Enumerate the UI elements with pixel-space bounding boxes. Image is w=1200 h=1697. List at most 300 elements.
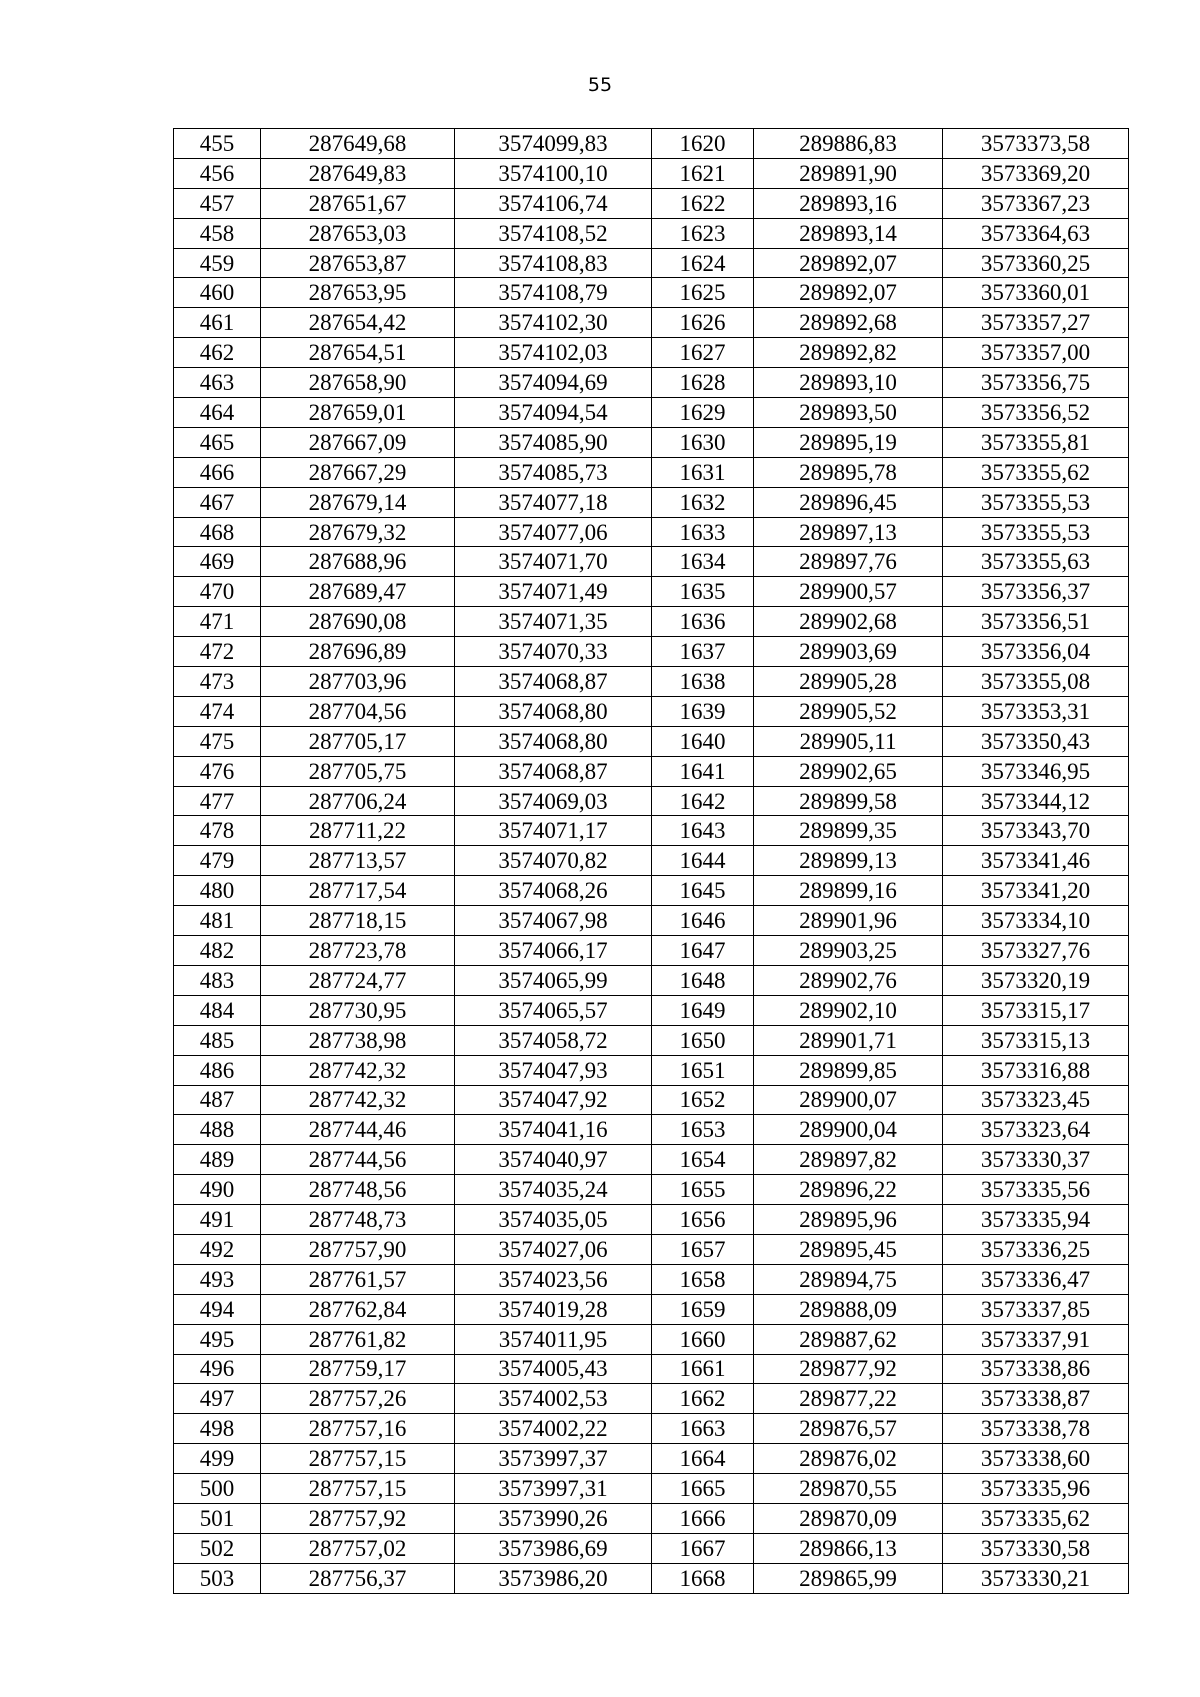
point-number-cell: 1664 xyxy=(652,1444,754,1474)
y-coordinate-cell: 3574071,49 xyxy=(455,577,652,607)
y-coordinate-cell: 3573335,96 xyxy=(943,1474,1129,1504)
y-coordinate-cell: 3573360,01 xyxy=(943,278,1129,308)
table-row xyxy=(174,278,1129,308)
x-coordinate-cell: 287649,83 xyxy=(261,158,455,188)
y-coordinate-cell: 3574019,28 xyxy=(455,1294,652,1324)
point-number-cell: 487 xyxy=(174,1085,261,1115)
y-coordinate-cell: 3573346,95 xyxy=(943,756,1129,786)
point-number-cell: 1630 xyxy=(652,427,754,457)
table-row xyxy=(174,248,1129,278)
y-coordinate-cell: 3573335,62 xyxy=(943,1503,1129,1533)
point-number-cell: 491 xyxy=(174,1205,261,1235)
table-row xyxy=(174,1324,1129,1354)
x-coordinate-cell: 287724,77 xyxy=(261,965,455,995)
y-coordinate-cell: 3573367,23 xyxy=(943,188,1129,218)
y-coordinate-cell: 3573341,46 xyxy=(943,846,1129,876)
x-coordinate-cell: 289899,16 xyxy=(754,876,943,906)
table-row xyxy=(174,1563,1129,1593)
x-coordinate-cell: 287757,90 xyxy=(261,1234,455,1264)
x-coordinate-cell: 289905,11 xyxy=(754,726,943,756)
y-coordinate-cell: 3574027,06 xyxy=(455,1234,652,1264)
y-coordinate-cell: 3573990,26 xyxy=(455,1503,652,1533)
y-coordinate-cell: 3574108,83 xyxy=(455,248,652,278)
x-coordinate-cell: 287723,78 xyxy=(261,936,455,966)
y-coordinate-cell: 3574102,30 xyxy=(455,308,652,338)
table-row xyxy=(174,338,1129,368)
table-row xyxy=(174,129,1129,159)
y-coordinate-cell: 3573997,37 xyxy=(455,1444,652,1474)
x-coordinate-cell: 287761,82 xyxy=(261,1324,455,1354)
point-number-cell: 1668 xyxy=(652,1563,754,1593)
x-coordinate-cell: 287654,51 xyxy=(261,338,455,368)
y-coordinate-cell: 3573335,56 xyxy=(943,1175,1129,1205)
y-coordinate-cell: 3573350,43 xyxy=(943,726,1129,756)
point-number-cell: 1650 xyxy=(652,1025,754,1055)
y-coordinate-cell: 3574085,90 xyxy=(455,427,652,457)
point-number-cell: 1649 xyxy=(652,995,754,1025)
y-coordinate-cell: 3573373,58 xyxy=(943,129,1129,159)
x-coordinate-cell: 289901,96 xyxy=(754,906,943,936)
point-number-cell: 476 xyxy=(174,756,261,786)
x-coordinate-cell: 289865,99 xyxy=(754,1563,943,1593)
point-number-cell: 468 xyxy=(174,517,261,547)
x-coordinate-cell: 289900,04 xyxy=(754,1115,943,1145)
point-number-cell: 1667 xyxy=(652,1533,754,1563)
table-row xyxy=(174,876,1129,906)
y-coordinate-cell: 3574106,74 xyxy=(455,188,652,218)
x-coordinate-cell: 289877,22 xyxy=(754,1384,943,1414)
y-coordinate-cell: 3573315,13 xyxy=(943,1025,1129,1055)
x-coordinate-cell: 287703,96 xyxy=(261,667,455,697)
point-number-cell: 483 xyxy=(174,965,261,995)
point-number-cell: 1655 xyxy=(652,1175,754,1205)
point-number-cell: 496 xyxy=(174,1354,261,1384)
point-number-cell: 503 xyxy=(174,1563,261,1593)
x-coordinate-cell: 289901,71 xyxy=(754,1025,943,1055)
point-number-cell: 1637 xyxy=(652,637,754,667)
point-number-cell: 1651 xyxy=(652,1055,754,1085)
x-coordinate-cell: 287705,17 xyxy=(261,726,455,756)
point-number-cell: 460 xyxy=(174,278,261,308)
y-coordinate-cell: 3573330,58 xyxy=(943,1533,1129,1563)
x-coordinate-cell: 287757,16 xyxy=(261,1414,455,1444)
point-number-cell: 455 xyxy=(174,129,261,159)
x-coordinate-cell: 287706,24 xyxy=(261,786,455,816)
point-number-cell: 459 xyxy=(174,248,261,278)
x-coordinate-cell: 287658,90 xyxy=(261,368,455,398)
x-coordinate-cell: 287761,57 xyxy=(261,1264,455,1294)
point-number-cell: 471 xyxy=(174,607,261,637)
y-coordinate-cell: 3573356,75 xyxy=(943,368,1129,398)
y-coordinate-cell: 3574002,22 xyxy=(455,1414,652,1444)
point-number-cell: 1647 xyxy=(652,936,754,966)
point-number-cell: 470 xyxy=(174,577,261,607)
point-number-cell: 500 xyxy=(174,1474,261,1504)
point-number-cell: 466 xyxy=(174,457,261,487)
x-coordinate-cell: 289895,96 xyxy=(754,1205,943,1235)
y-coordinate-cell: 3574102,03 xyxy=(455,338,652,368)
y-coordinate-cell: 3574068,26 xyxy=(455,876,652,906)
x-coordinate-cell: 289895,19 xyxy=(754,427,943,457)
y-coordinate-cell: 3573315,17 xyxy=(943,995,1129,1025)
point-number-cell: 501 xyxy=(174,1503,261,1533)
y-coordinate-cell: 3574085,73 xyxy=(455,457,652,487)
point-number-cell: 1659 xyxy=(652,1294,754,1324)
table-row xyxy=(174,547,1129,577)
x-coordinate-cell: 287738,98 xyxy=(261,1025,455,1055)
x-coordinate-cell: 287653,95 xyxy=(261,278,455,308)
point-number-cell: 1646 xyxy=(652,906,754,936)
x-coordinate-cell: 289893,10 xyxy=(754,368,943,398)
table-row xyxy=(174,427,1129,457)
y-coordinate-cell: 3574071,17 xyxy=(455,816,652,846)
table-row xyxy=(174,756,1129,786)
x-coordinate-cell: 289899,13 xyxy=(754,846,943,876)
y-coordinate-cell: 3574035,24 xyxy=(455,1175,652,1205)
x-coordinate-cell: 287759,17 xyxy=(261,1354,455,1384)
y-coordinate-cell: 3573355,81 xyxy=(943,427,1129,457)
x-coordinate-cell: 289893,50 xyxy=(754,398,943,428)
x-coordinate-cell: 287762,84 xyxy=(261,1294,455,1324)
x-coordinate-cell: 287718,15 xyxy=(261,906,455,936)
point-number-cell: 1629 xyxy=(652,398,754,428)
table-row xyxy=(174,816,1129,846)
table-row xyxy=(174,398,1129,428)
y-coordinate-cell: 3573997,31 xyxy=(455,1474,652,1504)
y-coordinate-cell: 3573338,60 xyxy=(943,1444,1129,1474)
y-coordinate-cell: 3573344,12 xyxy=(943,786,1129,816)
y-coordinate-cell: 3573320,19 xyxy=(943,965,1129,995)
x-coordinate-cell: 289866,13 xyxy=(754,1533,943,1563)
point-number-cell: 474 xyxy=(174,696,261,726)
point-number-cell: 1622 xyxy=(652,188,754,218)
y-coordinate-cell: 3574067,98 xyxy=(455,906,652,936)
point-number-cell: 1639 xyxy=(652,696,754,726)
table-row xyxy=(174,906,1129,936)
point-number-cell: 461 xyxy=(174,308,261,338)
x-coordinate-cell: 287653,87 xyxy=(261,248,455,278)
y-coordinate-cell: 3574035,05 xyxy=(455,1205,652,1235)
y-coordinate-cell: 3574068,80 xyxy=(455,726,652,756)
point-number-cell: 1631 xyxy=(652,457,754,487)
x-coordinate-cell: 289892,07 xyxy=(754,248,943,278)
y-coordinate-cell: 3574040,97 xyxy=(455,1145,652,1175)
point-number-cell: 475 xyxy=(174,726,261,756)
x-coordinate-cell: 289902,68 xyxy=(754,607,943,637)
x-coordinate-cell: 289895,45 xyxy=(754,1234,943,1264)
point-number-cell: 1635 xyxy=(652,577,754,607)
x-coordinate-cell: 289887,62 xyxy=(754,1324,943,1354)
x-coordinate-cell: 287748,56 xyxy=(261,1175,455,1205)
x-coordinate-cell: 287757,15 xyxy=(261,1444,455,1474)
x-coordinate-cell: 287653,03 xyxy=(261,218,455,248)
x-coordinate-cell: 287711,22 xyxy=(261,816,455,846)
table-row xyxy=(174,1055,1129,1085)
y-coordinate-cell: 3574066,17 xyxy=(455,936,652,966)
table-row xyxy=(174,936,1129,966)
x-coordinate-cell: 287651,67 xyxy=(261,188,455,218)
table-row xyxy=(174,308,1129,338)
y-coordinate-cell: 3573338,78 xyxy=(943,1414,1129,1444)
table-row xyxy=(174,517,1129,547)
point-number-cell: 467 xyxy=(174,487,261,517)
point-number-cell: 493 xyxy=(174,1264,261,1294)
x-coordinate-cell: 287689,47 xyxy=(261,577,455,607)
table-row xyxy=(174,1145,1129,1175)
point-number-cell: 1627 xyxy=(652,338,754,368)
point-number-cell: 1661 xyxy=(652,1354,754,1384)
y-coordinate-cell: 3573356,52 xyxy=(943,398,1129,428)
y-coordinate-cell: 3574011,95 xyxy=(455,1324,652,1354)
x-coordinate-cell: 287667,09 xyxy=(261,427,455,457)
y-coordinate-cell: 3574100,10 xyxy=(455,158,652,188)
table-row xyxy=(174,457,1129,487)
table-row xyxy=(174,995,1129,1025)
point-number-cell: 1660 xyxy=(652,1324,754,1354)
x-coordinate-cell: 287757,26 xyxy=(261,1384,455,1414)
y-coordinate-cell: 3574071,70 xyxy=(455,547,652,577)
table-row xyxy=(174,1384,1129,1414)
table-row xyxy=(174,368,1129,398)
point-number-cell: 495 xyxy=(174,1324,261,1354)
x-coordinate-cell: 289897,13 xyxy=(754,517,943,547)
x-coordinate-cell: 289902,10 xyxy=(754,995,943,1025)
point-number-cell: 1636 xyxy=(652,607,754,637)
x-coordinate-cell: 289894,75 xyxy=(754,1264,943,1294)
y-coordinate-cell: 3574023,56 xyxy=(455,1264,652,1294)
y-coordinate-cell: 3573356,04 xyxy=(943,637,1129,667)
y-coordinate-cell: 3574065,57 xyxy=(455,995,652,1025)
point-number-cell: 477 xyxy=(174,786,261,816)
x-coordinate-cell: 287688,96 xyxy=(261,547,455,577)
y-coordinate-cell: 3573355,53 xyxy=(943,517,1129,547)
x-coordinate-cell: 289897,82 xyxy=(754,1145,943,1175)
point-number-cell: 484 xyxy=(174,995,261,1025)
x-coordinate-cell: 287744,46 xyxy=(261,1115,455,1145)
y-coordinate-cell: 3573355,53 xyxy=(943,487,1129,517)
y-coordinate-cell: 3573337,91 xyxy=(943,1324,1129,1354)
x-coordinate-cell: 289899,35 xyxy=(754,816,943,846)
table-row xyxy=(174,696,1129,726)
point-number-cell: 458 xyxy=(174,218,261,248)
y-coordinate-cell: 3573356,51 xyxy=(943,607,1129,637)
table-row xyxy=(174,1354,1129,1384)
x-coordinate-cell: 289892,68 xyxy=(754,308,943,338)
x-coordinate-cell: 287748,73 xyxy=(261,1205,455,1235)
point-number-cell: 1653 xyxy=(652,1115,754,1145)
y-coordinate-cell: 3574071,35 xyxy=(455,607,652,637)
x-coordinate-cell: 289896,45 xyxy=(754,487,943,517)
x-coordinate-cell: 289892,07 xyxy=(754,278,943,308)
y-coordinate-cell: 3573336,25 xyxy=(943,1234,1129,1264)
y-coordinate-cell: 3574094,54 xyxy=(455,398,652,428)
coordinates-table-body xyxy=(174,129,1129,1594)
point-number-cell: 494 xyxy=(174,1294,261,1324)
point-number-cell: 1625 xyxy=(652,278,754,308)
y-coordinate-cell: 3574002,53 xyxy=(455,1384,652,1414)
point-number-cell: 485 xyxy=(174,1025,261,1055)
point-number-cell: 1657 xyxy=(652,1234,754,1264)
point-number-cell: 1638 xyxy=(652,667,754,697)
table-row xyxy=(174,1025,1129,1055)
y-coordinate-cell: 3574065,99 xyxy=(455,965,652,995)
point-number-cell: 486 xyxy=(174,1055,261,1085)
point-number-cell: 472 xyxy=(174,637,261,667)
point-number-cell: 1626 xyxy=(652,308,754,338)
x-coordinate-cell: 289905,28 xyxy=(754,667,943,697)
y-coordinate-cell: 3574108,79 xyxy=(455,278,652,308)
table-row xyxy=(174,607,1129,637)
table-row xyxy=(174,188,1129,218)
point-number-cell: 1663 xyxy=(652,1414,754,1444)
x-coordinate-cell: 289870,55 xyxy=(754,1474,943,1504)
x-coordinate-cell: 289870,09 xyxy=(754,1503,943,1533)
table-row xyxy=(174,1444,1129,1474)
y-coordinate-cell: 3574047,92 xyxy=(455,1085,652,1115)
y-coordinate-cell: 3574047,93 xyxy=(455,1055,652,1085)
x-coordinate-cell: 289893,16 xyxy=(754,188,943,218)
point-number-cell: 1648 xyxy=(652,965,754,995)
x-coordinate-cell: 287742,32 xyxy=(261,1055,455,1085)
y-coordinate-cell: 3573338,86 xyxy=(943,1354,1129,1384)
y-coordinate-cell: 3574094,69 xyxy=(455,368,652,398)
x-coordinate-cell: 289886,83 xyxy=(754,129,943,159)
x-coordinate-cell: 289888,09 xyxy=(754,1294,943,1324)
point-number-cell: 462 xyxy=(174,338,261,368)
y-coordinate-cell: 3574069,03 xyxy=(455,786,652,816)
point-number-cell: 1666 xyxy=(652,1503,754,1533)
table-row xyxy=(174,1175,1129,1205)
point-number-cell: 1633 xyxy=(652,517,754,547)
x-coordinate-cell: 287649,68 xyxy=(261,129,455,159)
point-number-cell: 480 xyxy=(174,876,261,906)
table-row xyxy=(174,667,1129,697)
table-row xyxy=(174,1503,1129,1533)
point-number-cell: 1634 xyxy=(652,547,754,577)
y-coordinate-cell: 3573986,69 xyxy=(455,1533,652,1563)
y-coordinate-cell: 3573330,21 xyxy=(943,1563,1129,1593)
point-number-cell: 1665 xyxy=(652,1474,754,1504)
x-coordinate-cell: 289876,57 xyxy=(754,1414,943,1444)
y-coordinate-cell: 3573337,85 xyxy=(943,1294,1129,1324)
point-number-cell: 1620 xyxy=(652,129,754,159)
y-coordinate-cell: 3573341,20 xyxy=(943,876,1129,906)
y-coordinate-cell: 3573338,87 xyxy=(943,1384,1129,1414)
point-number-cell: 463 xyxy=(174,368,261,398)
point-number-cell: 1632 xyxy=(652,487,754,517)
point-number-cell: 479 xyxy=(174,846,261,876)
y-coordinate-cell: 3573355,63 xyxy=(943,547,1129,577)
table-row xyxy=(174,1474,1129,1504)
point-number-cell: 490 xyxy=(174,1175,261,1205)
table-row xyxy=(174,218,1129,248)
point-number-cell: 498 xyxy=(174,1414,261,1444)
x-coordinate-cell: 289895,78 xyxy=(754,457,943,487)
table-row xyxy=(174,1085,1129,1115)
x-coordinate-cell: 289902,76 xyxy=(754,965,943,995)
y-coordinate-cell: 3574070,82 xyxy=(455,846,652,876)
point-number-cell: 1656 xyxy=(652,1205,754,1235)
point-number-cell: 1621 xyxy=(652,158,754,188)
point-number-cell: 1643 xyxy=(652,816,754,846)
point-number-cell: 488 xyxy=(174,1115,261,1145)
x-coordinate-cell: 287730,95 xyxy=(261,995,455,1025)
point-number-cell: 465 xyxy=(174,427,261,457)
x-coordinate-cell: 289903,25 xyxy=(754,936,943,966)
x-coordinate-cell: 289877,92 xyxy=(754,1354,943,1384)
x-coordinate-cell: 287742,32 xyxy=(261,1085,455,1115)
y-coordinate-cell: 3573369,20 xyxy=(943,158,1129,188)
table-row xyxy=(174,1115,1129,1145)
point-number-cell: 1654 xyxy=(652,1145,754,1175)
y-coordinate-cell: 3573986,20 xyxy=(455,1563,652,1593)
x-coordinate-cell: 287704,56 xyxy=(261,696,455,726)
y-coordinate-cell: 3574068,87 xyxy=(455,667,652,697)
x-coordinate-cell: 289893,14 xyxy=(754,218,943,248)
x-coordinate-cell: 287757,92 xyxy=(261,1503,455,1533)
table-row xyxy=(174,726,1129,756)
y-coordinate-cell: 3573327,76 xyxy=(943,936,1129,966)
y-coordinate-cell: 3573323,45 xyxy=(943,1085,1129,1115)
y-coordinate-cell: 3573355,62 xyxy=(943,457,1129,487)
table-row xyxy=(174,1205,1129,1235)
point-number-cell: 497 xyxy=(174,1384,261,1414)
x-coordinate-cell: 287654,42 xyxy=(261,308,455,338)
point-number-cell: 1641 xyxy=(652,756,754,786)
y-coordinate-cell: 3573356,37 xyxy=(943,577,1129,607)
y-coordinate-cell: 3573316,88 xyxy=(943,1055,1129,1085)
point-number-cell: 1640 xyxy=(652,726,754,756)
y-coordinate-cell: 3573335,94 xyxy=(943,1205,1129,1235)
x-coordinate-cell: 287744,56 xyxy=(261,1145,455,1175)
y-coordinate-cell: 3573360,25 xyxy=(943,248,1129,278)
x-coordinate-cell: 287757,15 xyxy=(261,1474,455,1504)
point-number-cell: 1624 xyxy=(652,248,754,278)
y-coordinate-cell: 3573330,37 xyxy=(943,1145,1129,1175)
point-number-cell: 482 xyxy=(174,936,261,966)
x-coordinate-cell: 289897,76 xyxy=(754,547,943,577)
x-coordinate-cell: 287690,08 xyxy=(261,607,455,637)
y-coordinate-cell: 3574058,72 xyxy=(455,1025,652,1055)
table-row xyxy=(174,786,1129,816)
x-coordinate-cell: 287756,37 xyxy=(261,1563,455,1593)
point-number-cell: 1652 xyxy=(652,1085,754,1115)
coordinates-table xyxy=(173,128,1129,1594)
page-number: 55 xyxy=(587,74,613,96)
y-coordinate-cell: 3574070,33 xyxy=(455,637,652,667)
table-row xyxy=(174,487,1129,517)
point-number-cell: 473 xyxy=(174,667,261,697)
table-row xyxy=(174,637,1129,667)
x-coordinate-cell: 287679,14 xyxy=(261,487,455,517)
x-coordinate-cell: 289900,07 xyxy=(754,1085,943,1115)
x-coordinate-cell: 289900,57 xyxy=(754,577,943,607)
point-number-cell: 464 xyxy=(174,398,261,428)
table-row xyxy=(174,1234,1129,1264)
x-coordinate-cell: 287705,75 xyxy=(261,756,455,786)
y-coordinate-cell: 3573357,27 xyxy=(943,308,1129,338)
point-number-cell: 457 xyxy=(174,188,261,218)
table-row xyxy=(174,577,1129,607)
point-number-cell: 456 xyxy=(174,158,261,188)
x-coordinate-cell: 287679,32 xyxy=(261,517,455,547)
x-coordinate-cell: 287659,01 xyxy=(261,398,455,428)
x-coordinate-cell: 287667,29 xyxy=(261,457,455,487)
y-coordinate-cell: 3574099,83 xyxy=(455,129,652,159)
y-coordinate-cell: 3574077,06 xyxy=(455,517,652,547)
y-coordinate-cell: 3574068,87 xyxy=(455,756,652,786)
x-coordinate-cell: 289899,85 xyxy=(754,1055,943,1085)
